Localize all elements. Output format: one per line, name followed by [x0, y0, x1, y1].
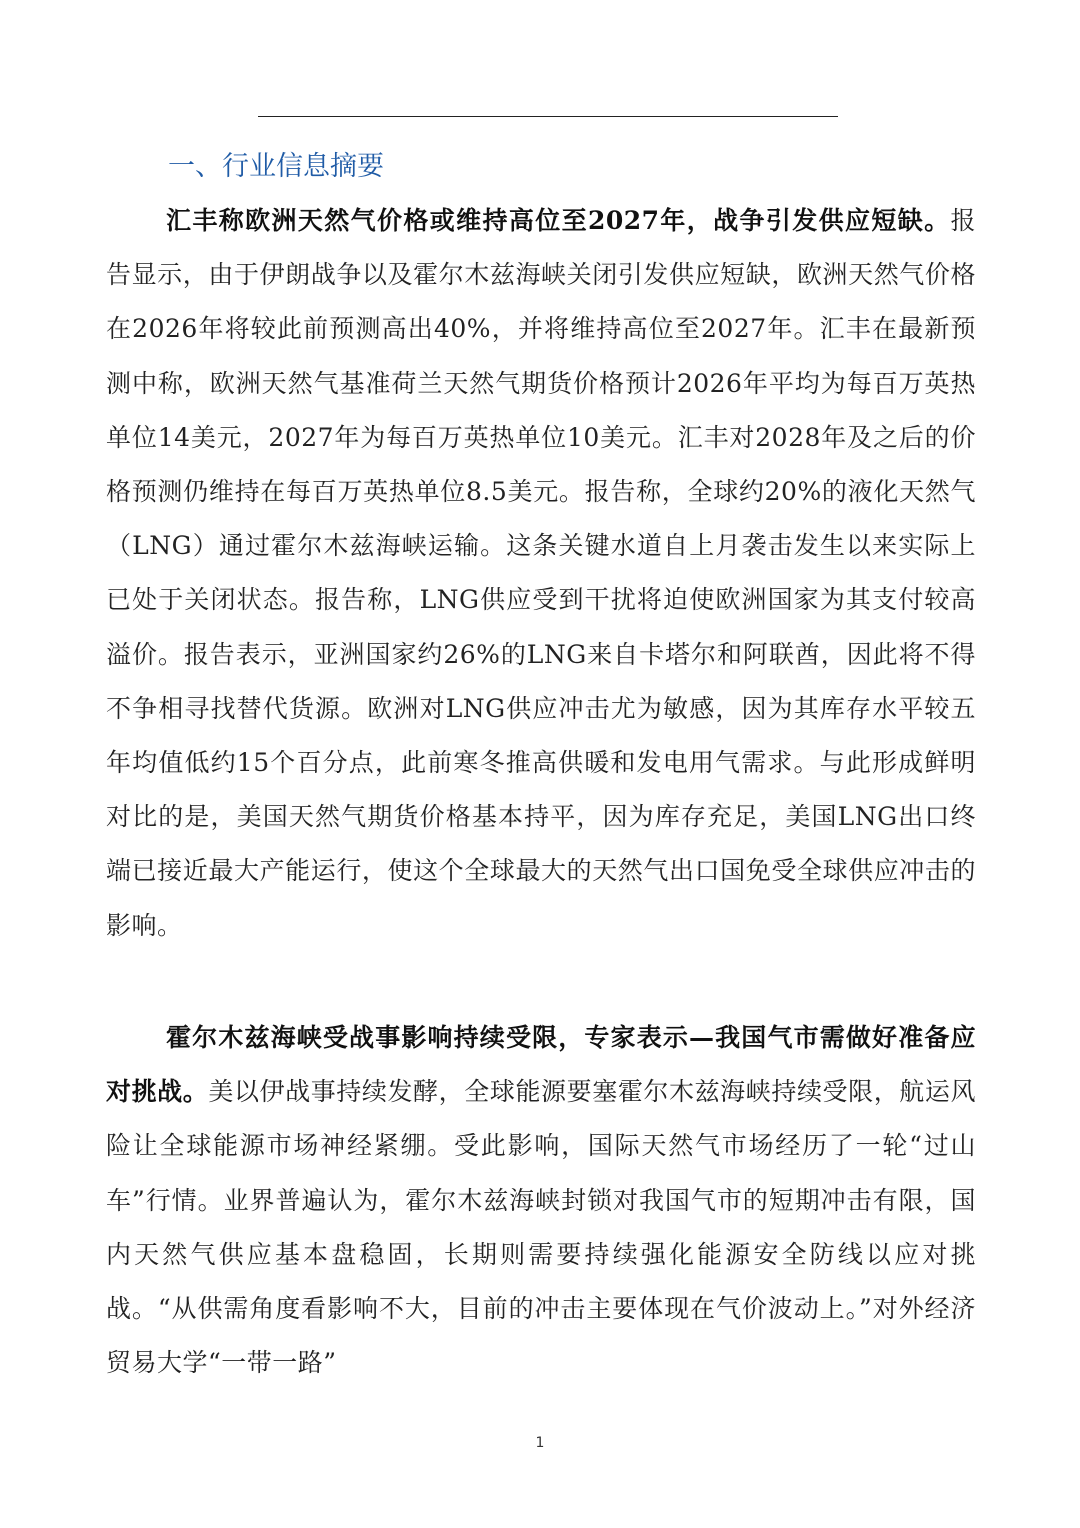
section-heading: 一、行业信息摘要 [168, 151, 384, 182]
article-lead: 汇丰称欧洲天然气价格或维持高位至2027年，战争引发供应短缺。 [166, 206, 951, 235]
page-number: 1 [535, 1435, 545, 1451]
article-body: 美以伊战事持续发酵，全球能源要塞霍尔木兹海峡持续受限，航运风险让全球能源市场神经紧绷。受此影响，国际天然气市场经历了一轮“过山车”行情。业界普遍认为，霍尔木兹海峡封锁对我国气市的短期冲击有限，国内天然气供应基本盘稳固，长期则需要持续强化能源安全防线以应对挑战。“从供需角度看影响不大，目前的冲击主要体现在气价波动上。”对外经济贸易大学“一带一路” [106, 1077, 976, 1378]
article-paragraph-hsbc-gas-price [106, 194, 976, 953]
article-body: 报告显示，由于伊朗战争以及霍尔木兹海峡关闭引发供应短缺，欧洲天然气价格在2026年将较此前预测高出40%，并将维持高位至2027年。汇丰在最新预测中称，欧洲天然气基准荷兰天然气期货价格预计2026年平均为每百万英热单位14美元，2027年为每百万英热单位10美元。汇丰对2028年及之后的价格预测仍维持在每百万英热单位8.5美元。报告称，全球约20%的液化天然气（LNG）通过霍尔木兹海峡运输。这条关键水道自上月袭击发生以来实际上已处于关闭状态。报告称，LNG供应受到干扰将迫使欧洲国家为其支付较高溢价。报告表示，亚洲国家约26%的LNG来自卡塔尔和阿联酋，因此将不得不争相寻找替代货源。欧洲对LNG供应冲击尤为敏感，因为其库存水平较五年均值低约15个百分点，此前寒冬推高供暖和发电用气需求。与此形成鲜明对比的是，美国天然气期货价格基本持平，因为库存充足，美国LNG出口终端已接近最大产能运行，使这个全球最大的天然气出口国免受全球供应冲击的影响。 [106, 206, 976, 940]
header-rule [258, 116, 838, 117]
article-paragraph-hormuz-strait [106, 1011, 976, 1390]
article-lead: 霍尔木兹海峡受战事影响持续受限，专家表示—我国气市需做好准备应对挑战。 [106, 1023, 976, 1107]
